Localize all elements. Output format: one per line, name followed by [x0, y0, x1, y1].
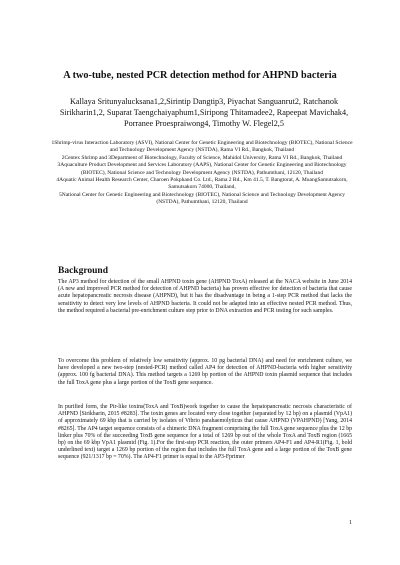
affiliation-list [50, 140, 354, 207]
body-paragraph-1: The AP3 method for detection of the small AHPND toxin gene (AHPND ToxA) released at the NACA website in June 2014 (A new and improved PCR method for detection of AHPND bacteria) has proven effective for detection of bacteria that cause acute hepatopancreatic necrosis disease (AHPND), but it has the disadvantage in being a 1-step PCR method that lacks the sensitivity to detect very low levels of AHPND bacteria. It could not be adapted into an effective nested PCR method. Thus, the method required a bacterial pre-enrichment culture step prior to DNA extraction and PCR testing for such samples. [58, 279, 352, 314]
paper-title: A two-tube, nested PCR detection method for AHPND bacteria [63, 70, 337, 81]
affiliation-1: 1Shrimp-virus Interaction Laboratory (ASVI), National Center for Genetic Engineering and Biotechnology (BIOTEC), National Science and Technology Development Agency (NSTDA), Rama VI Rd., Bangkok, Thailand [51, 140, 353, 154]
section-heading-background: Background [58, 266, 108, 276]
affiliation-2: 2Centex Shrimp and 3Department of Biotechnology, Faculty of Science, Mahidol University, Rama VI Rd., Bangkok, Thailand [61, 154, 343, 161]
affiliation-5: 5National Center for Genetic Engineering and Biotechnology (BIOTEC), National Science and Technology Development Agency (NSTDA), Pathumthani, 12120, Thailand [58, 191, 346, 206]
affiliation-4: 4Aquatic Animal Health Research Center, Charoen Pokphand Co. Ltd., Rama 2 Rd., Km 41.5, T. Bangtorat, A. MuangSamutsakorn, Samutsakorn 74000, Thailand, [56, 177, 348, 191]
body-paragraph-3: In purified form, the Pir-like toxins(ToxA and ToxB)work together to cause the hepatopancreatic necrosis characteristic of AHPND [Sirikharin, 2015 #8283]. The toxin genes are located very close together (separated by 12 bp) on a plasmid (VpA1) of approximately 69 kbp that is carried by isolates of Vibrio parahaemolyticus that cause AHPND (VPAHPND) [Yang, 2014 #8265]. The AP4 target sequence consists of a chimeric DNA fragment comprising the full ToxA gene sequence plus the 12 bp linker plus 70% of the succeeding ToxB gene sequence for a total of 1269 bp out of the whole ToxA and ToxB region (1665 bp) on the 69 kbp VpA1 plasmid (Fig. 1).For the first-step PCR reaction, the outer primers AP4-F1 and AP4-R1(Fig. 1, bold underlined text) target a 1269 bp portion of the region that includes the full ToxA gene and a large portion of the ToxB gene sequence (921/1317 bp = 70%). The AP4-F1 primer is equal to the AP3-Fprimer [58, 404, 352, 461]
author-list: Kallaya Sritunyalucksana1,2,Sirintip Dangtip3, Piyachat Sanguanrut2, Ratchanok Sirikharin1,2, Suparat Taengchaiyaphum1,Siripong Thitamadee2, Rapeepat Mavichak4, Porranee Proespraiwong4, Timothy W. Flegel2,5 [59, 97, 349, 128]
affiliation-3: 3Aquaculture Product Development and Services Laboratory (AAPS), National Center for Genetic Engineering and Biotechnology (BIOTEC), National Science and Technology Development Agency (NSTDA), Pathumthani, 12120, Thailand [57, 162, 347, 176]
body-paragraph-2: To overcome this problem of relatively low sensitivity (approx. 10 pg bacterial DNA) and need for enrichment culture, we have developed a new two-step (nested-PCR) method called AP4 for detection of AHPND-bacteria with higher sensitivity (approx. 100 fg bacterial DNA). This method targets a 1269 bp portion of the AHPND toxin plasmid sequence that includes the full ToxA gene plus a large portion of the ToxB gene sequence. [58, 358, 352, 386]
page-number: 1 [349, 520, 352, 526]
